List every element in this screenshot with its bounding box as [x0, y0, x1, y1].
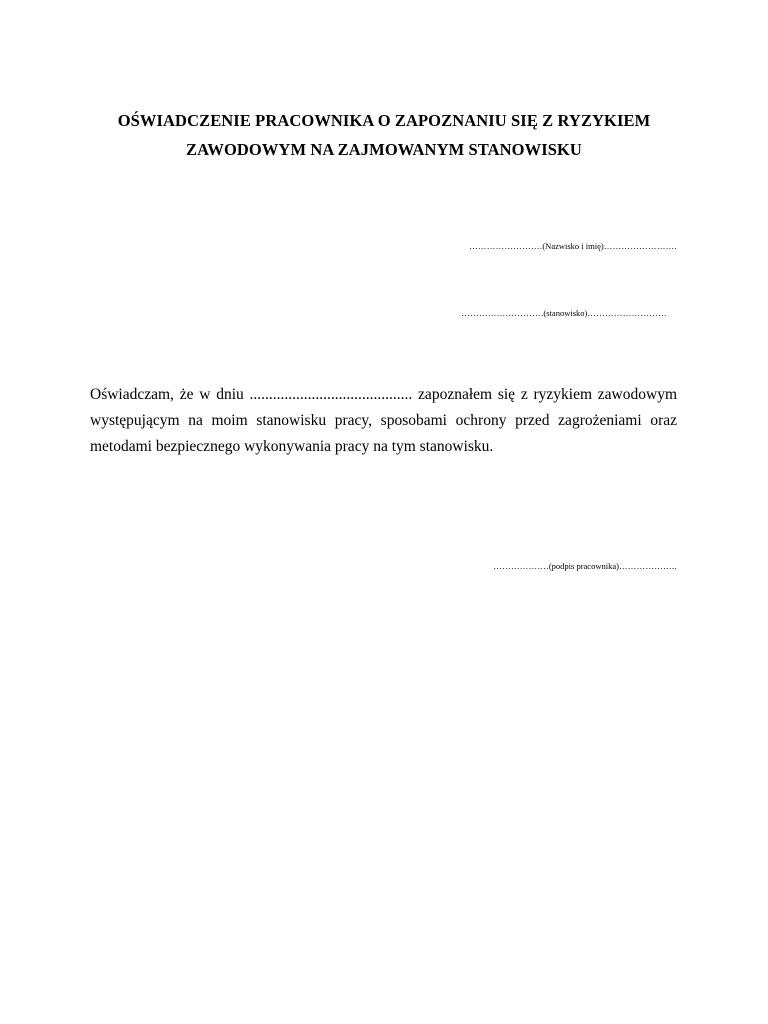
signature-field — [493, 560, 677, 572]
position-field — [461, 307, 667, 319]
signature-field-label: (podpis pracownika) — [548, 561, 619, 571]
name-field-label: (Nazwisko i imię) — [542, 241, 604, 251]
title-line-2: ZAWODOWYM NA ZAJMOWANYM STANOWISKU — [186, 140, 582, 159]
name-dots-before: ……………………. — [469, 241, 543, 251]
document-title — [60, 106, 708, 164]
signature-dots-before: ………………. — [493, 561, 549, 571]
position-dots-before: ………………………. — [461, 308, 544, 318]
position-field-label: (stanowisko) — [543, 308, 588, 318]
signature-dots-after: ……………….. — [618, 561, 677, 571]
name-dots-after: ……………………. — [603, 241, 677, 251]
position-dots-after: ……………………… — [587, 308, 667, 318]
title-line-1: OŚWIADCZENIE PRACOWNIKA O ZAPOZNANIU SIĘ Z RYZYKIEM — [117, 111, 651, 130]
statement-paragraph: Oświadczam, że w dniu .......................................... zapoznałem się z ryzykiem zawodowym występującym na moim stanowisku pracy, sposobami ochrony przed zagrożeniami oraz metodami bezpiecznego wykonywania pracy na tym stanowisku. — [90, 385, 677, 455]
name-field — [469, 240, 677, 252]
